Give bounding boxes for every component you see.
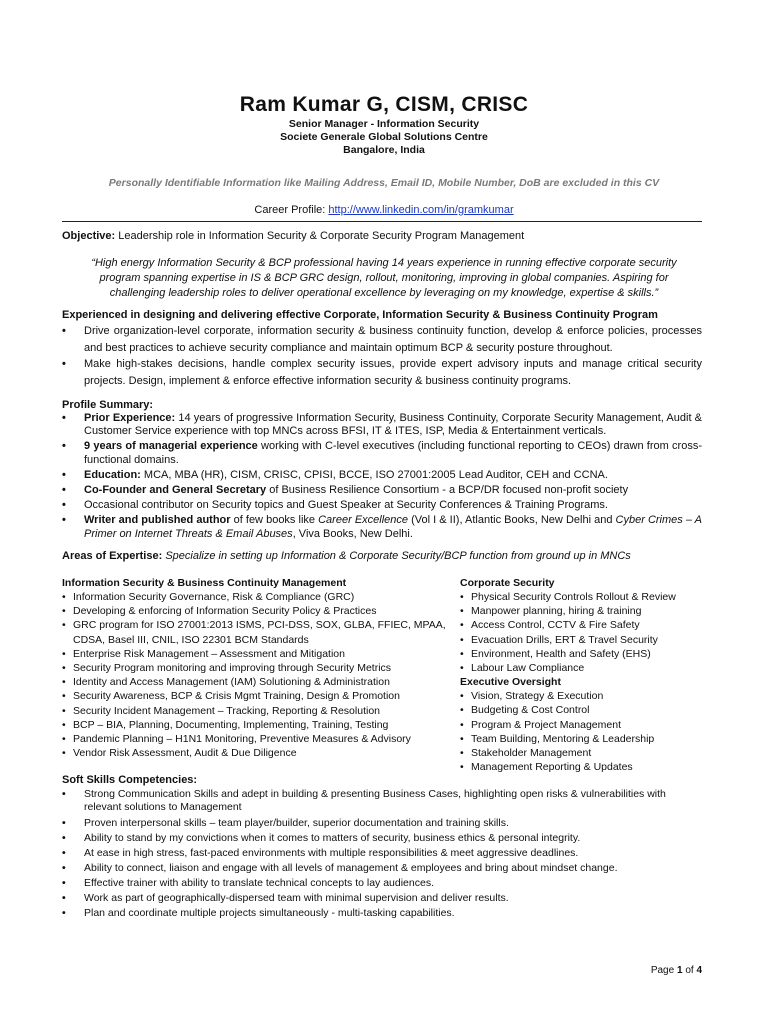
objective bbox=[62, 229, 702, 243]
page-current: 1 bbox=[676, 965, 683, 976]
linkedin-link[interactable]: http://www.linkedin.com/in/gramkumar bbox=[328, 204, 514, 216]
list-item: • Proven interpersonal skills – team player/builder, superior documentation and training skills. bbox=[62, 816, 702, 831]
list-item: • Security Program monitoring and improving through Security Metrics bbox=[62, 661, 446, 675]
career-profile bbox=[0, 203, 768, 217]
list-item: • Ability to connect, liaison and engage with all levels of management & employees and bring about mindset change. bbox=[62, 861, 702, 876]
list-item: • Security Awareness, BCP & Crisis Mgmt Training, Design & Promotion bbox=[62, 689, 446, 703]
list-item bbox=[62, 499, 702, 512]
list-item: • Effective trainer with ability to translate technical concepts to lay audiences. bbox=[62, 876, 702, 891]
list-item: • Ability to stand by my convictions when it comes to matters of security, business ethics & personal integrity. bbox=[62, 831, 702, 846]
list-item bbox=[62, 412, 702, 438]
list-item bbox=[62, 440, 702, 466]
list-item: • Evacuation Drills, ERT & Travel Security bbox=[460, 633, 710, 647]
executive-heading: Executive Oversight bbox=[460, 676, 561, 689]
experienced-list bbox=[62, 323, 702, 389]
profile-list bbox=[62, 412, 702, 541]
infosec-list bbox=[62, 590, 446, 760]
profile-item-text: working with C-level executives (including functional reporting to CEOs) drawn from cross-functional domains. bbox=[84, 440, 702, 466]
profile-item-text: Occasional contributor on Security topics and Guest Speaker at Security Conferences & Training Programs. bbox=[84, 499, 608, 512]
list-item: • Information Security Governance, Risk & Compliance (GRC) bbox=[62, 590, 446, 604]
book-title-1: Career Excellence bbox=[318, 514, 409, 527]
list-item: • Physical Security Controls Rollout & Review bbox=[460, 590, 710, 604]
experienced-section bbox=[62, 308, 702, 389]
list-item: • Vendor Risk Assessment, Audit & Due Diligence bbox=[62, 746, 446, 760]
list-item: • Management Reporting & Updates bbox=[460, 760, 710, 774]
location: Bangalore, India bbox=[343, 144, 425, 156]
writer-text-2: (Vol I & II), Atlantic Books, New Delhi and bbox=[408, 514, 616, 527]
writer-text-3: , Viva Books, New Delhi. bbox=[292, 527, 413, 540]
executive-list bbox=[460, 689, 710, 774]
page-label: Page bbox=[650, 965, 675, 976]
career-profile-label: Career Profile: bbox=[254, 204, 326, 216]
book-title-2: Cyber Crimes – A Primer on Internet Threats & Email Abuses bbox=[84, 514, 702, 540]
writer-lead: Writer and published author bbox=[84, 514, 231, 527]
pii-note: Personally Identifiable Information like Mailing Address, Email ID, Mobile Number, DoB are excluded in this CV bbox=[108, 177, 660, 189]
profile-item-lead: 9 years of managerial experience bbox=[84, 440, 258, 453]
list-item: • Team Building, Mentoring & Leadership bbox=[460, 732, 710, 746]
list-item bbox=[62, 514, 702, 540]
profile-item-text: of Business Resilience Consortium - a BCP/DR focused non-profit society bbox=[266, 484, 629, 497]
infosec-heading: Information Security & Business Continuity Management bbox=[62, 577, 347, 589]
profile-section bbox=[62, 398, 702, 541]
areas-label: Areas of Expertise: bbox=[62, 550, 163, 562]
page-number bbox=[651, 964, 702, 978]
infosec-column bbox=[62, 576, 446, 760]
list-item: • BCP – BIA, Planning, Documenting, Implementing, Training, Testing bbox=[62, 718, 446, 732]
profile-item-text: MCA, MBA (HR), CISM, CRISC, CPISI, BCCE, ISO 27001:2005 Lead Auditor, CEH and CCNA. bbox=[140, 468, 608, 481]
list-item: • Vision, Strategy & Execution bbox=[460, 689, 710, 703]
cv-header bbox=[0, 92, 768, 157]
list-item: • Strong Communication Skills and adept in building & presenting Business Cases, highlighting open risks & vulnerabilities with relevant solutions to Management bbox=[62, 788, 702, 814]
company-name: Societe Generale Global Solutions Centre bbox=[280, 131, 488, 143]
list-item: • Drive organization-level corporate, information security & business continuity function, develop & enforce policies, processes and best practices to achieve security compliance and maintain optimum BCP & security posture throughout. bbox=[62, 323, 702, 356]
header-divider bbox=[62, 221, 702, 222]
list-item: • At ease in high stress, fast-paced environments with multiple responsibilities & meet aggressive deadlines. bbox=[62, 846, 702, 861]
soft-skills-section bbox=[62, 773, 702, 921]
soft-skills-list bbox=[62, 788, 702, 921]
page-total: 4 bbox=[696, 965, 702, 976]
list-item: • Environment, Health and Safety (EHS) bbox=[460, 647, 710, 661]
areas-of-expertise bbox=[62, 549, 702, 563]
list-item: • Labour Law Compliance bbox=[460, 661, 710, 675]
list-item: • Work as part of geographically-dispersed team with minimal supervision and deliver results. bbox=[62, 891, 702, 906]
list-item: • Enterprise Risk Management – Assessment and Mitigation bbox=[62, 647, 446, 661]
list-item: • Manpower planning, hiring & training bbox=[460, 604, 710, 618]
list-item: • Developing & enforcing of Information Security Policy & Practices bbox=[62, 604, 446, 618]
objective-label: Objective: bbox=[62, 230, 116, 242]
soft-skills-heading: Soft Skills Competencies: bbox=[62, 774, 198, 786]
list-item: • Stakeholder Management bbox=[460, 746, 710, 760]
list-item bbox=[62, 469, 702, 482]
list-item: • GRC program for ISO 27001:2013 ISMS, PCI-DSS, SOX, GLBA, FFIEC, MPAA, CDSA, Basel III, CNIL, ISO 22301 BCM Standards bbox=[62, 618, 446, 646]
candidate-name: Ram Kumar G, CISM, CRISC bbox=[239, 93, 529, 116]
list-item: • Budgeting & Cost Control bbox=[460, 703, 710, 717]
list-item bbox=[62, 484, 702, 497]
summary-quote: “High energy Information Security & BCP professional having 14 years experience in running effective corporate security program spanning expertise in IS & BCP GRC design, rollout, monitoring, improving in global companies. Aspiring for challenging leadership roles to deliver operational excellence by leveraging on my knowledge, expertise & skills.” bbox=[91, 257, 677, 299]
corporate-heading: Corporate Security bbox=[460, 577, 555, 589]
list-item: • Access Control, CCTV & Fire Safety bbox=[460, 618, 710, 632]
list-item: • Pandemic Planning – H1N1 Monitoring, Preventive Measures & Advisory bbox=[62, 732, 446, 746]
list-item: • Program & Project Management bbox=[460, 718, 710, 732]
list-item: • Make high-stakes decisions, handle complex security issues, provide expert advisory inputs and manage critical security projects. Design, implement & enforce effective information security & business continuity programs. bbox=[62, 356, 702, 389]
profile-item-lead: Prior Experience: bbox=[84, 412, 176, 424]
writer-text-1: of few books like bbox=[230, 514, 319, 527]
profile-item-lead: Education: bbox=[84, 468, 141, 481]
job-title: Senior Manager - Information Security bbox=[288, 118, 480, 130]
experienced-heading: Experienced in designing and delivering effective Corporate, Information Security & Business Continuity Program bbox=[62, 309, 658, 321]
right-column bbox=[460, 576, 710, 774]
profile-heading: Profile Summary: bbox=[62, 399, 154, 411]
page-of-label: of bbox=[685, 965, 694, 976]
list-item: • Plan and coordinate multiple projects simultaneously - multi-tasking capabilities. bbox=[62, 906, 702, 921]
corporate-list bbox=[460, 590, 710, 675]
list-item: • Security Incident Management – Tracking, Reporting & Resolution bbox=[62, 704, 446, 718]
areas-text: Specialize in setting up Information & Corporate Security/BCP function from ground up in MNCs bbox=[165, 550, 631, 562]
profile-item-lead: Co-Founder and General Secretary bbox=[84, 484, 267, 497]
list-item: • Identity and Access Management (IAM) Solutioning & Administration bbox=[62, 675, 446, 689]
profile-item-text: 14 years of progressive Information Security, Business Continuity, Corporate Security Management, Audit & Customer Service experience with top MNCs across BFSI, IT & ITES, ISP, Media & Entertainment verticals. bbox=[84, 412, 702, 438]
objective-text: Leadership role in Information Security & Corporate Security Program Management bbox=[118, 230, 525, 242]
